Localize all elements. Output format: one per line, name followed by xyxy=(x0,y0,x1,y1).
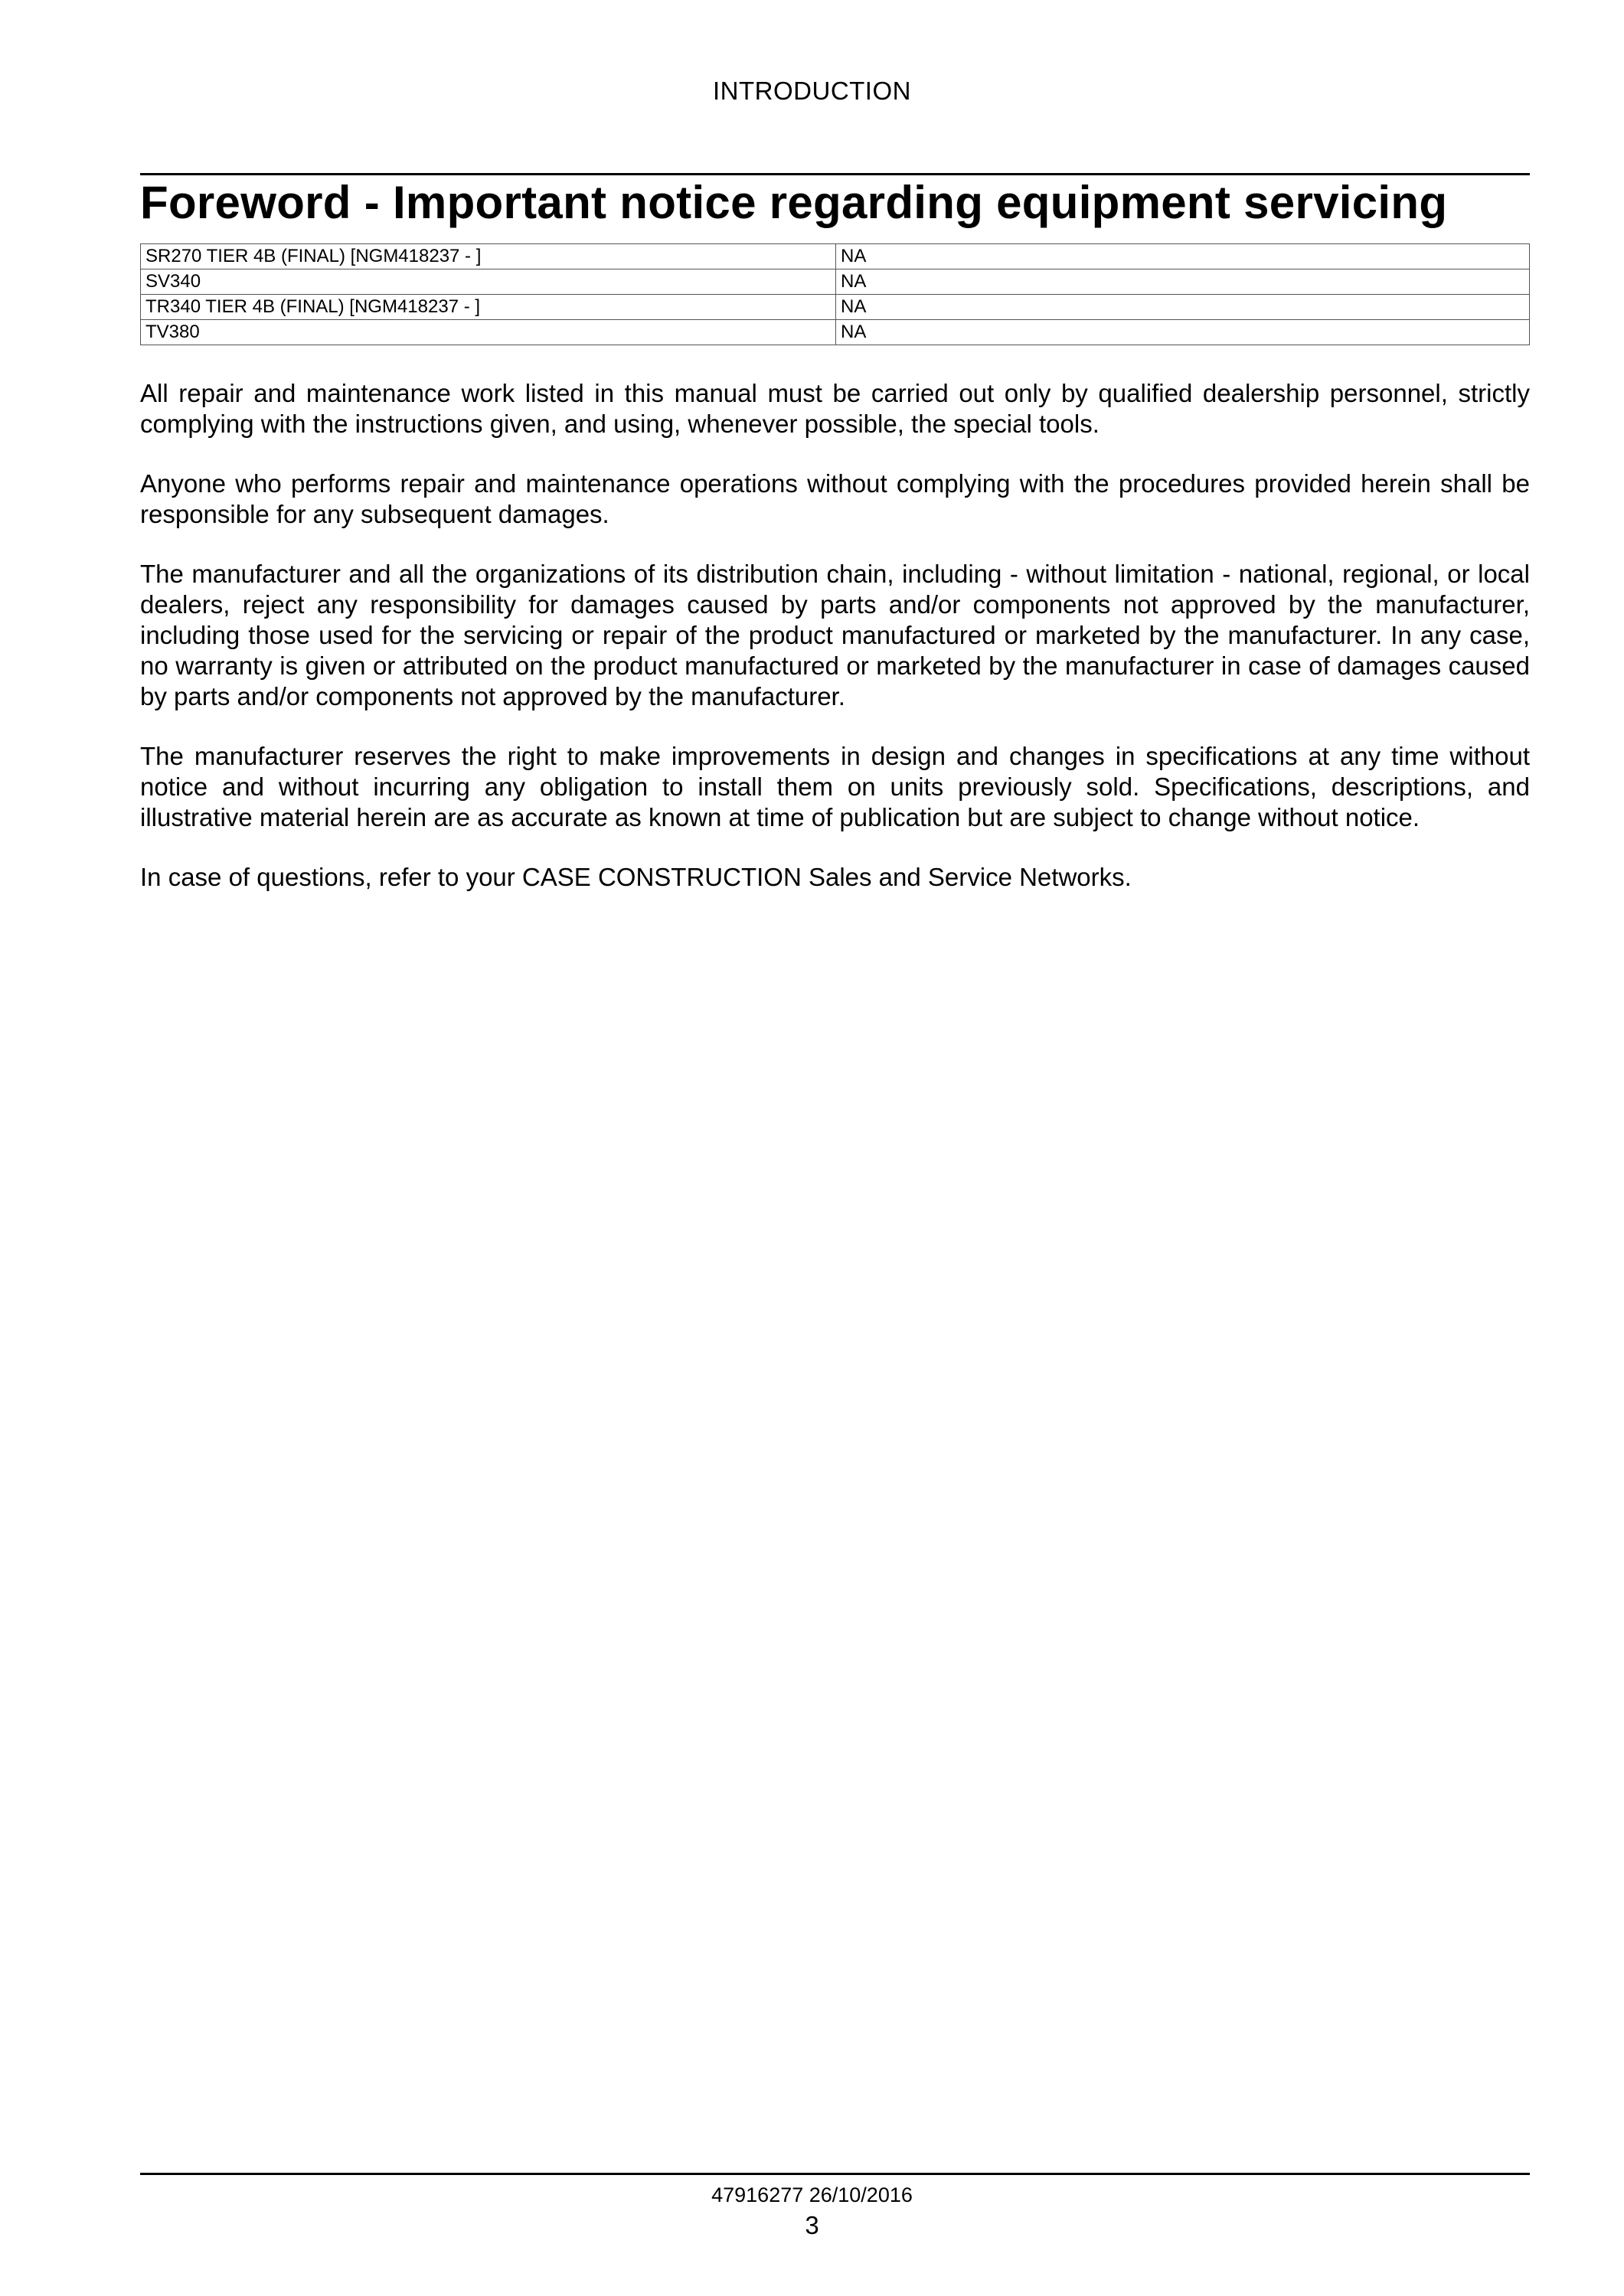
footer-divider xyxy=(140,2173,1530,2175)
header-divider xyxy=(140,173,1530,175)
table-row xyxy=(141,269,1530,295)
page-number: 3 xyxy=(805,2211,819,2239)
model-cell: SV340 xyxy=(141,269,836,295)
page-title: Foreword - Important notice regarding equipment servicing xyxy=(140,177,1448,228)
paragraph: The manufacturer reserves the right to make improvements in design and changes in specifications at any time without notice and without incurring any obligation to install them on units previously sold. Specifications, descriptions, and illustrative material herein are as accurate as known at time of publication but are subject to change without notice. xyxy=(140,742,1530,831)
document-id: 47916277 26/10/2016 xyxy=(711,2183,913,2206)
model-cell: TR340 TIER 4B (FINAL) [NGM418237 - ] xyxy=(141,295,836,320)
value-cell: NA xyxy=(836,295,1530,320)
model-applicability-table xyxy=(140,243,1530,345)
value-cell: NA xyxy=(836,244,1530,269)
paragraph: The manufacturer and all the organizations of its distribution chain, including - without limitation - national, regional, or local dealers, reject any responsibility for damages caused by parts and/or components not approved by the manufacturer, including those used for the servicing or repair of the product manufactured or marketed by the manufacturer. In any case, no warranty is given or attributed on the product manufactured or marketed by the manufacturer in case of damages caused by parts and/or components not approved by the manufacturer. xyxy=(140,560,1530,710)
value-cell: NA xyxy=(836,269,1530,295)
value-cell: NA xyxy=(836,320,1530,345)
paragraph: All repair and maintenance work listed in this manual must be carried out only by qualified dealership personnel, strictly complying with the instructions given, and using, whenever possible, the special tools. xyxy=(140,379,1530,438)
model-cell: TV380 xyxy=(141,320,836,345)
model-cell: SR270 TIER 4B (FINAL) [NGM418237 - ] xyxy=(141,244,836,269)
running-header: INTRODUCTION xyxy=(713,77,911,105)
table-row xyxy=(141,244,1530,269)
body-text xyxy=(140,378,1530,922)
paragraph: In case of questions, refer to your CASE CONSTRUCTION Sales and Service Networks. xyxy=(140,863,1132,891)
table-row xyxy=(141,295,1530,320)
table-row xyxy=(141,320,1530,345)
paragraph: Anyone who performs repair and maintenance operations without complying with the procedures provided herein shall be responsible for any subsequent damages. xyxy=(140,469,1530,528)
